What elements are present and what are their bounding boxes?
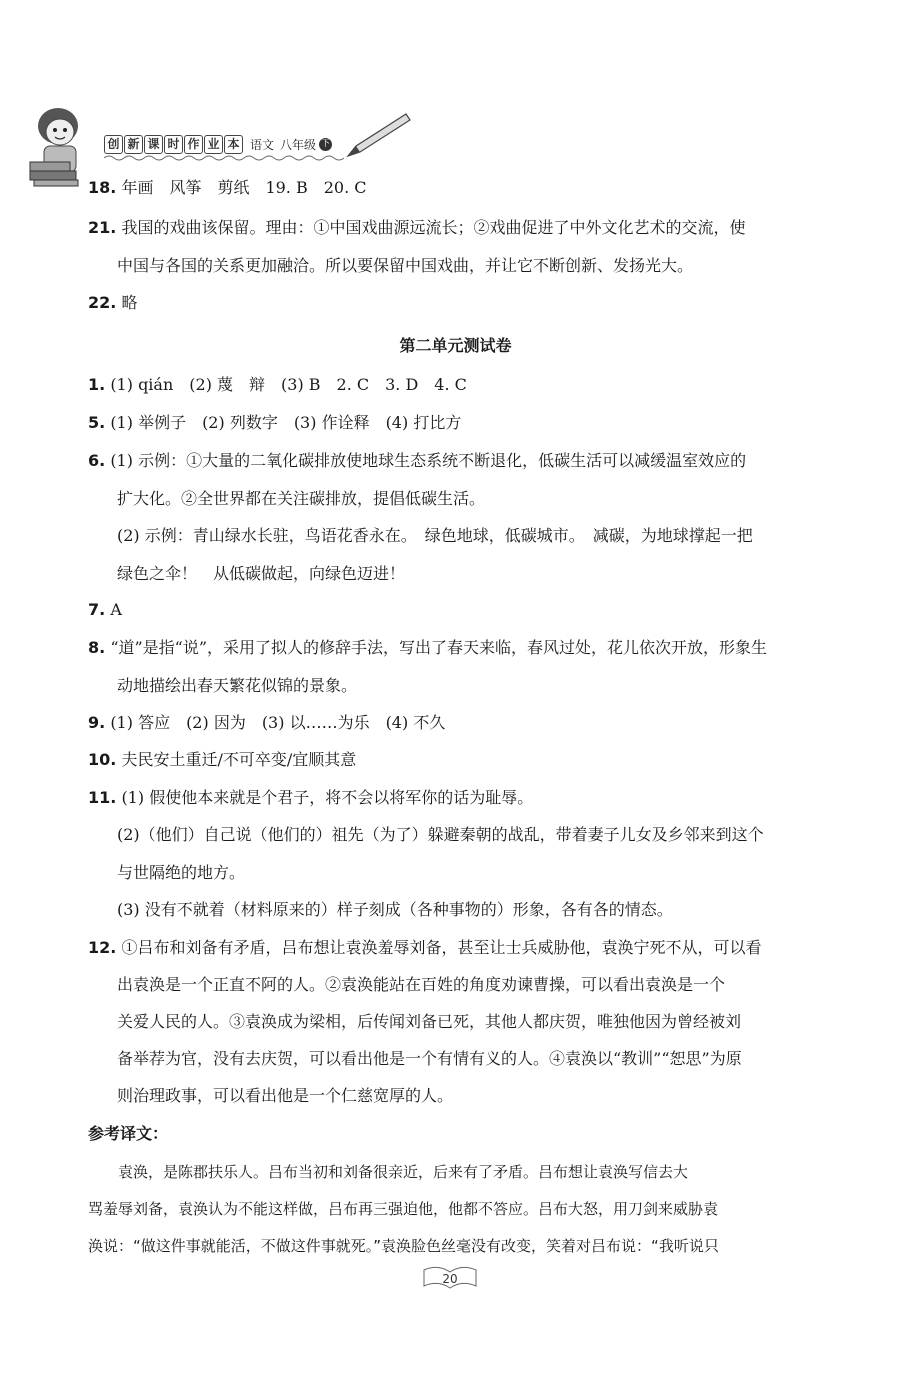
answer-line: 扩大化。②全世界都在关注碳排放，提倡低碳生活。 (117, 489, 486, 508)
series-char: 新 (124, 135, 143, 154)
answer-line: 动地描绘出春天繁花似锦的景象。 (117, 676, 358, 695)
header-wave-line (104, 154, 344, 162)
answer-line: 12. ①吕布和刘备有矛盾，吕布想让袁涣羞辱刘备，甚至让士兵威胁他，袁涣宁死不从，可以看 (88, 938, 762, 957)
answer-line: 中国与各国的关系更加融洽。所以要保留中国戏曲，并让它不断创新、发扬光大。 (117, 256, 694, 275)
term-badge: 下 (321, 139, 331, 149)
answer-line: 与世隔绝的地方。 (117, 863, 246, 882)
grade-label: 八年级 (280, 138, 317, 152)
answer-line: (2) 示例：青山绿水长驻，鸟语花香永在。 绿色地球，低碳城市。 减碳，为地球撑起一把 (117, 526, 753, 545)
answer-line: 绿色之伞！ 从低碳做起，向绿色迈进！ (117, 564, 406, 583)
answer-line: 则治理政事，可以看出他是一个仁慈宽厚的人。 (117, 1086, 454, 1105)
series-char: 作 (184, 135, 203, 154)
answer-line: 6. (1) 示例：①大量的二氧化碳排放使地球生态系统不断退化，低碳生活可以减缓温室效应的 (88, 451, 747, 470)
answer-line: 11. (1) 假使他本来就是个君子，将不会以将军你的话为耻辱。 (88, 788, 534, 807)
answer-line: 9. (1) 答应 (2) 因为 (3) 以……为乐 (4) 不久 (88, 713, 446, 732)
answer-line: 关爱人民的人。③袁涣成为梁相，后传闻刘备已死，其他人都庆贺，唯独他因为曾经被刘 (117, 1012, 742, 1031)
answer-line: 备举荐为官，没有去庆贺，可以看出他是一个有情有义的人。④袁涣以“教训”“恕思”为原 (117, 1049, 742, 1068)
series-char: 本 (224, 135, 243, 154)
series-char: 时 (164, 135, 183, 154)
answer-line: (2)（他们）自己说（他们的）祖先（为了）躲避秦朝的战乱，带着妻子儿女及乡邻来到这个 (117, 825, 764, 844)
series-char: 业 (204, 135, 223, 154)
series-char: 课 (144, 135, 163, 154)
answer-line: 1. (1) qián (2) 蔑 辩 (3) B 2. C 3. D 4. C (88, 375, 467, 394)
reference-translation-heading: 参考译文： (88, 1124, 169, 1143)
answer-line: 18. 年画 风筝 剪纸 19. B 20. C (88, 178, 367, 197)
answer-line: 21. 我国的戏曲该保留。理由：①中国戏曲源远流长；②戏曲促进了中外文化艺术的交流，使 (88, 218, 746, 237)
answer-line: 7. A (88, 600, 122, 619)
answer-line: 5. (1) 举例子 (2) 列数字 (3) 作诠释 (4) 打比方 (88, 413, 462, 432)
translation-line: 袁涣，是陈郡扶乐人。吕布当初和刘备很亲近，后来有了矛盾。吕布想让袁涣写信去大 (88, 1163, 689, 1181)
pencil-icon (344, 110, 414, 160)
section-title: 第二单元测试卷 (399, 336, 512, 355)
series-char: 创 (104, 135, 123, 154)
answer-line: 8. “道”是指“说”，采用了拟人的修辞手法，写出了春天来临，春风过处，花儿依次开放，形象生 (88, 638, 768, 657)
page-header (22, 100, 442, 190)
translation-line: 涣说：“做这件事就能活，不做这件事就死。”袁涣脸色丝毫没有改变，笑着对吕布说：“我听说只 (88, 1237, 719, 1255)
answer-line: 22. 略 (88, 293, 138, 312)
series-banner (104, 135, 332, 154)
student-mascot-icon (22, 100, 102, 188)
page-number: 20 (442, 1272, 458, 1286)
answer-line: 出袁涣是一个正直不阿的人。②袁涣能站在百姓的角度劝谏曹操，可以看出袁涣是一个 (117, 975, 726, 994)
answer-line: 10. 夫民安土重迁/不可卒变/宜顺其意 (88, 750, 357, 769)
translation-line: 骂羞辱刘备，袁涣认为不能这样做，吕布再三强迫他，他都不答应。吕布大怒，用刀剑来威胁袁 (88, 1200, 719, 1218)
answer-line: (3) 没有不就着（材料原来的）样子刻成（各种事物的）形象，各有各的情态。 (117, 900, 673, 919)
subject-label: 语文 (250, 138, 275, 152)
